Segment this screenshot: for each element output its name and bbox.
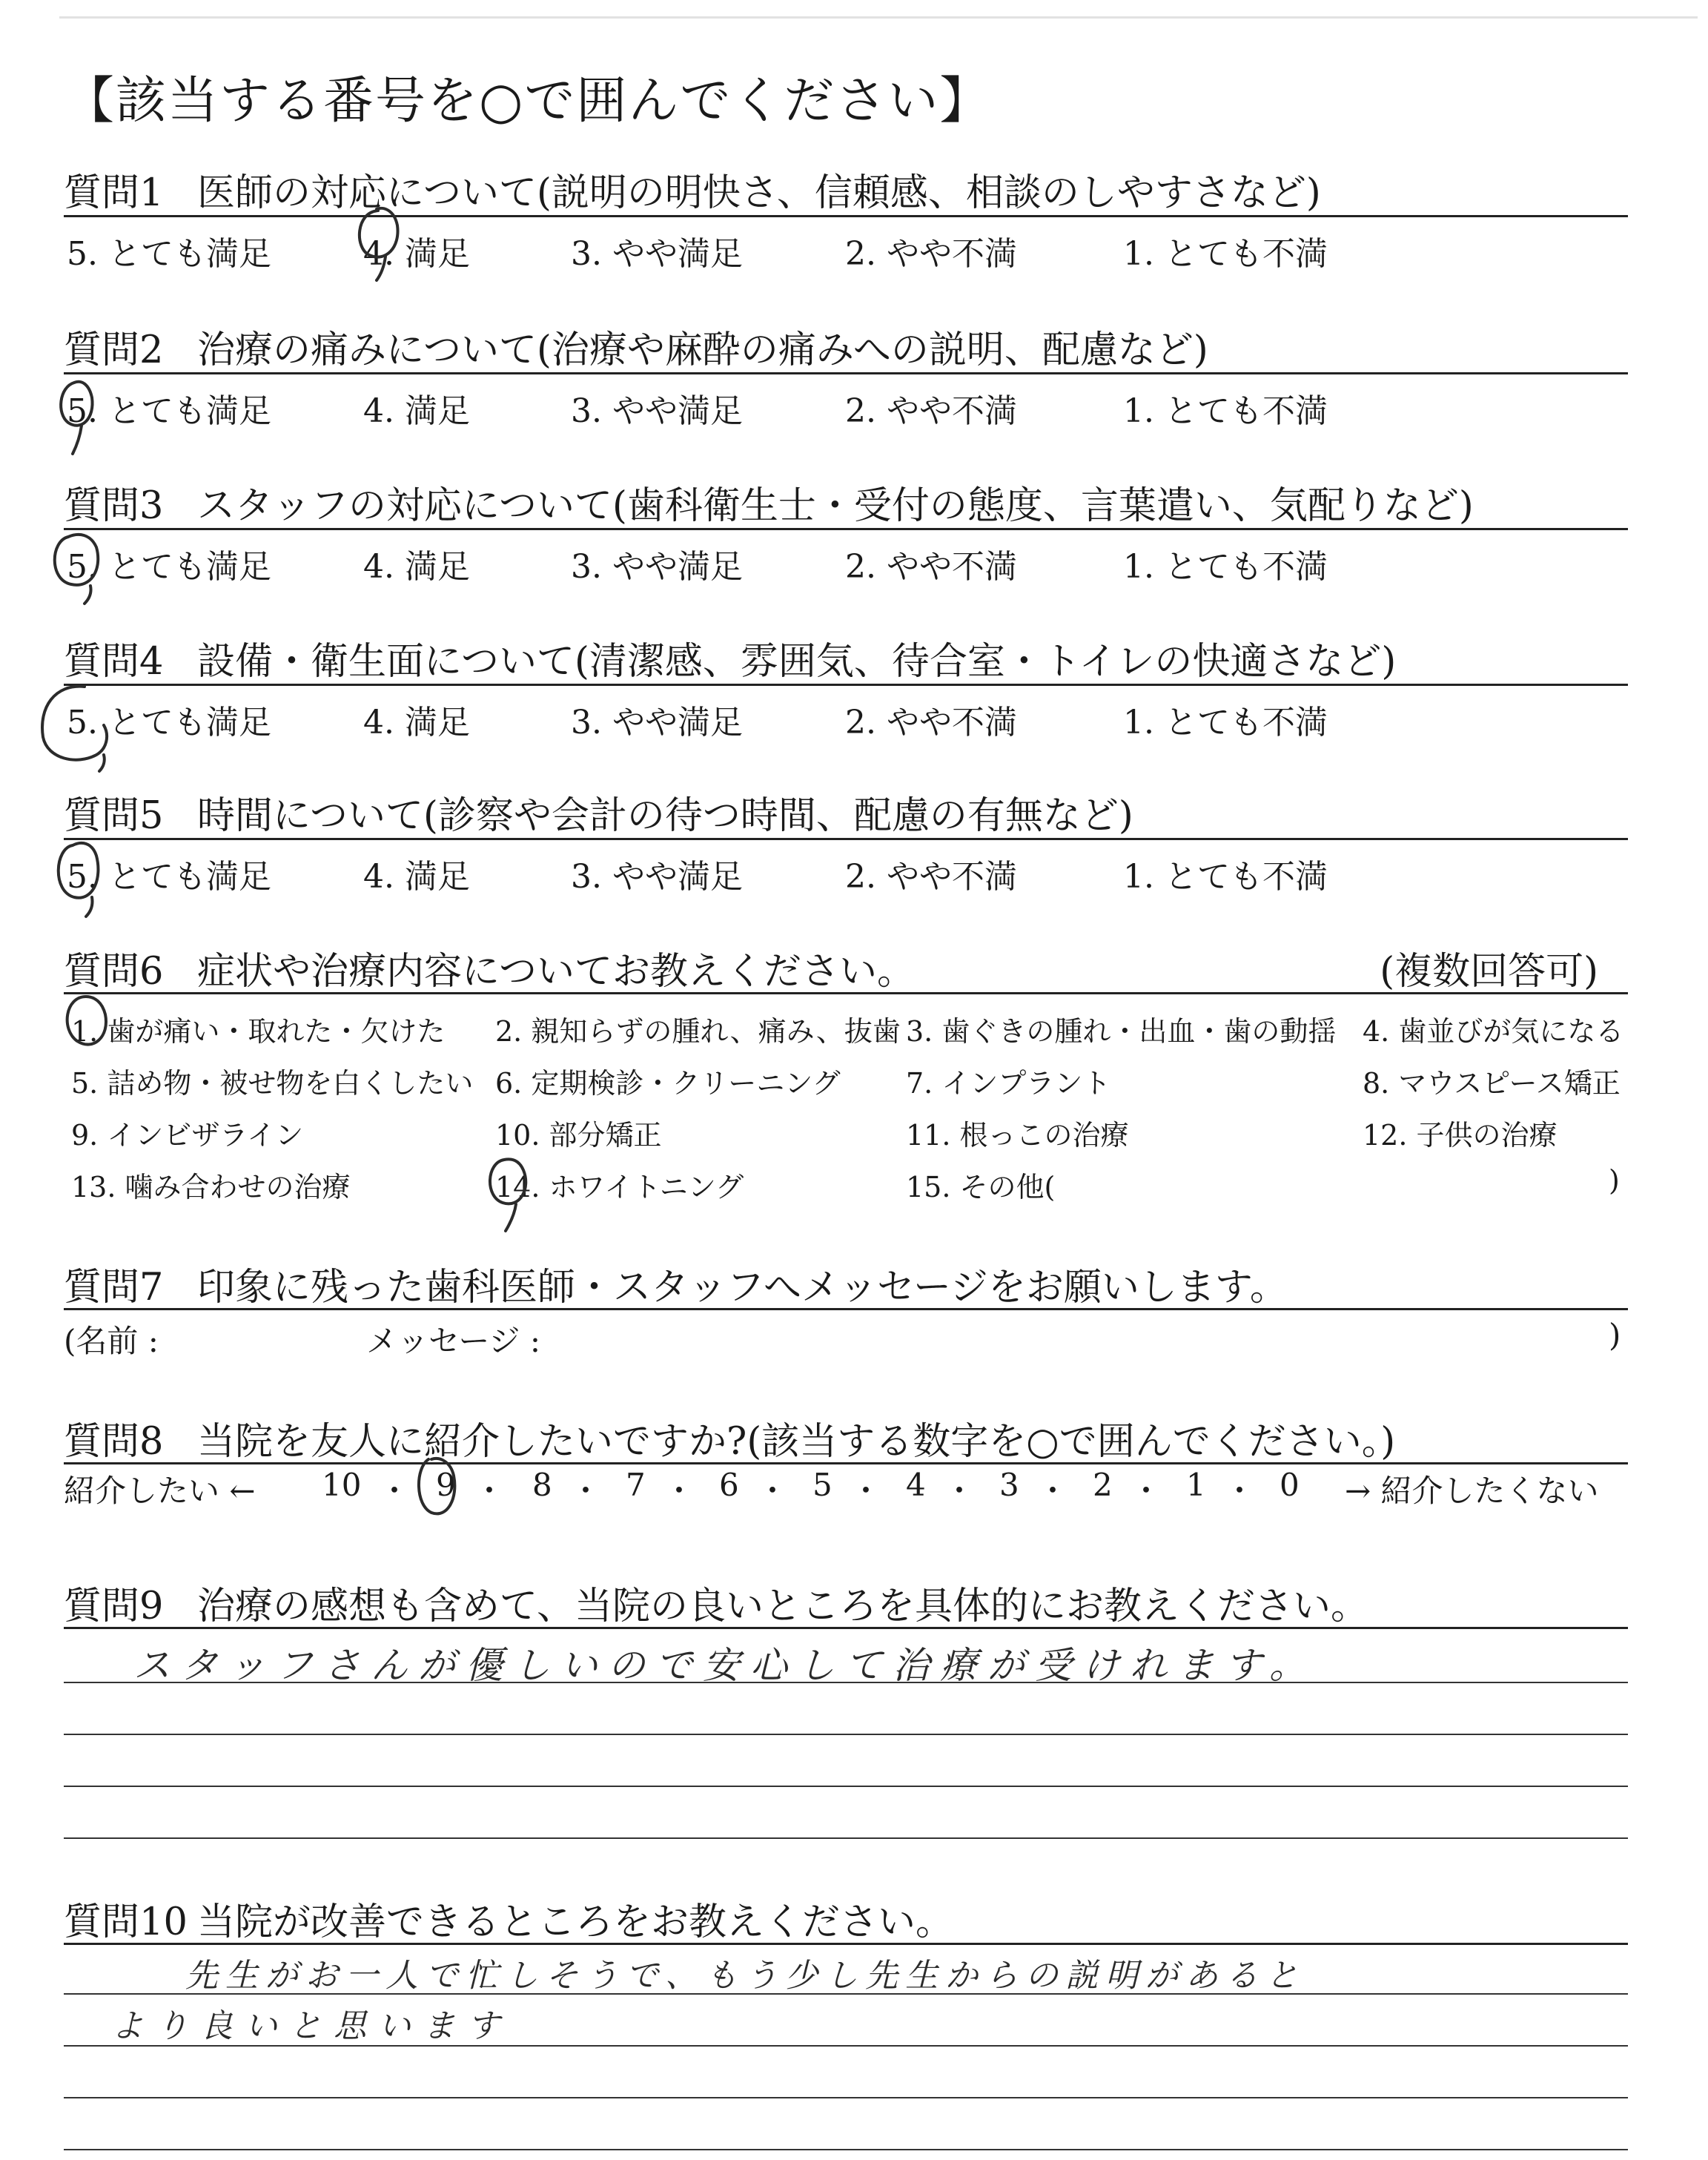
selection-circle-q4-option-5 — [33, 678, 122, 774]
answer-line — [64, 2097, 1628, 2098]
treatment-option[interactable]: 4. 歯並びが気になる — [1363, 1015, 1624, 1048]
scale-dot: ・ — [570, 1473, 602, 1509]
treatment-option[interactable]: 1. 歯が痛い・取れた・欠けた — [71, 1015, 446, 1048]
question-rule — [64, 1943, 1628, 1945]
answer-line — [64, 1682, 1628, 1683]
question-text: 医師の対応について(説明の明快さ、信頼感、相談のしやすさなど) — [197, 171, 1321, 215]
question-1 — [64, 162, 1621, 217]
message-close-paren: ) — [1609, 1317, 1621, 1353]
option-3[interactable]: 3. やや満足 — [571, 235, 743, 273]
scale-value-7[interactable]: 7 — [626, 1467, 646, 1503]
treatment-option[interactable]: 5. 詰め物・被せ物を白くしたい — [71, 1067, 474, 1100]
multiple-answers-note: (複数回答可) — [1380, 950, 1598, 994]
question-number: 質問1 — [64, 171, 164, 215]
question-text: 印象に残った歯科医師・スタッフへメッセージをお願いします。 — [197, 1266, 1288, 1309]
option-1[interactable]: 1. とても不満 — [1123, 392, 1328, 430]
option-5[interactable]: 5. とても満足 — [67, 392, 271, 430]
scale-value-8[interactable]: 8 — [532, 1467, 552, 1503]
answer-line — [64, 2149, 1628, 2150]
treatment-option[interactable]: 11. 根っこの治療 — [906, 1119, 1129, 1152]
message-label[interactable]: メッセージ : — [366, 1323, 540, 1359]
question-text: 当院が改善できるところをお教えください。 — [197, 1900, 954, 1944]
scale-value-6[interactable]: 6 — [719, 1467, 739, 1503]
scale-dot: ・ — [474, 1473, 506, 1509]
question-number: 質問8 — [64, 1420, 164, 1464]
selection-circle-q5-option-5 — [47, 838, 122, 919]
question-number: 質問4 — [64, 640, 164, 684]
form-heading: 【該当する番号を○で囲んでください】 — [64, 72, 992, 131]
option-5[interactable]: 5. とても満足 — [67, 235, 271, 273]
page-top-edge — [59, 16, 1698, 19]
scale-value-1[interactable]: 1 — [1186, 1467, 1206, 1503]
treatment-option[interactable]: 2. 親知らずの腫れ、痛み、抜歯 — [495, 1015, 901, 1048]
scale-value-10[interactable]: 10 — [322, 1467, 362, 1503]
treatment-option[interactable]: 9. インビザライン — [71, 1119, 304, 1152]
question-rule — [64, 528, 1628, 530]
option-2[interactable]: 2. やや不満 — [845, 392, 1017, 430]
treatment-option[interactable]: 14. ホワイトニング — [495, 1171, 744, 1203]
option-3[interactable]: 3. やや満足 — [571, 392, 743, 430]
name-label[interactable]: (名前 : — [64, 1323, 159, 1359]
option-5[interactable]: 5. とても満足 — [67, 704, 271, 742]
question-number: 質問10 — [64, 1900, 188, 1944]
option-4[interactable]: 4. 満足 — [363, 704, 470, 742]
question-rule — [64, 1627, 1628, 1629]
treatment-option[interactable]: 7. インプラント — [906, 1067, 1111, 1100]
question-7 — [64, 1256, 1621, 1311]
option-3[interactable]: 3. やや満足 — [571, 858, 743, 896]
option-1[interactable]: 1. とても不満 — [1123, 235, 1328, 273]
option-4[interactable]: 4. 満足 — [363, 392, 470, 430]
option-1[interactable]: 1. とても不満 — [1123, 858, 1328, 896]
treatment-option[interactable]: 3. 歯ぐきの腫れ・出血・歯の動揺 — [906, 1015, 1337, 1048]
question-9 — [64, 1575, 1621, 1630]
question-rule — [64, 1308, 1628, 1310]
scale-left-label: 紹介したい ← — [64, 1473, 256, 1509]
answer-line — [64, 1837, 1628, 1839]
scale-dot: ・ — [379, 1473, 411, 1509]
question-2 — [64, 319, 1621, 374]
question-number: 質問6 — [64, 950, 164, 994]
treatment-option[interactable]: 15. その他( — [906, 1171, 1056, 1203]
question-6 — [64, 940, 1621, 995]
scale-dot: ・ — [1037, 1473, 1069, 1509]
question-text: 症状や治療内容についてお教えください。 — [197, 950, 915, 994]
option-4[interactable]: 4. 満足 — [363, 858, 470, 896]
option-2[interactable]: 2. やや不満 — [845, 704, 1017, 742]
scale-dot: ・ — [757, 1473, 789, 1509]
answer-line — [64, 1993, 1628, 1995]
scale-dot: ・ — [944, 1473, 976, 1509]
scale-value-4[interactable]: 4 — [906, 1467, 926, 1503]
option-1[interactable]: 1. とても不満 — [1123, 704, 1328, 742]
option-1[interactable]: 1. とても不満 — [1123, 548, 1328, 586]
question-rule — [64, 1462, 1628, 1464]
treatment-option[interactable]: 10. 部分矯正 — [495, 1119, 662, 1152]
question-text: 当院を友人に紹介したいですか?(該当する数字を○で囲んでください。) — [197, 1420, 1396, 1464]
selection-circle-q1-option-4 — [348, 203, 415, 285]
option-5[interactable]: 5. とても満足 — [67, 858, 271, 896]
question-10 — [64, 1891, 1621, 1946]
question-4 — [64, 630, 1621, 685]
q10-handwritten-answer-line1[interactable]: 先生がお一人で忙しそうで、もう少し先生からの説明があると — [185, 1957, 1306, 1995]
scale-value-9[interactable]: 9 — [436, 1467, 456, 1503]
option-5[interactable]: 5. とても満足 — [67, 548, 271, 586]
question-8 — [64, 1410, 1621, 1465]
question-number: 質問7 — [64, 1266, 164, 1309]
question-text: スタッフの対応について(歯科衛生士・受付の態度、言葉遣い、気配りなど) — [197, 484, 1474, 528]
question-number: 質問5 — [64, 794, 164, 838]
selection-circle-q3-option-5 — [46, 531, 120, 605]
question-number: 質問2 — [64, 328, 164, 372]
q10-handwritten-answer-line2[interactable]: より良いと思います — [111, 2007, 512, 2045]
scale-value-5[interactable]: 5 — [812, 1467, 833, 1503]
question-text: 時間について(診察や会計の待つ時間、配慮の有無など) — [197, 794, 1133, 838]
treatment-option[interactable]: 12. 子供の治療 — [1363, 1119, 1558, 1152]
scale-value-0[interactable]: 0 — [1280, 1467, 1300, 1503]
question-text: 治療の感想も含めて、当院の良いところを具体的にお教えください。 — [197, 1585, 1368, 1628]
option-3[interactable]: 3. やや満足 — [571, 704, 743, 742]
selection-circle-q2-option-5 — [52, 377, 111, 458]
question-rule — [64, 992, 1628, 994]
scale-value-3[interactable]: 3 — [999, 1467, 1019, 1503]
treatment-option[interactable]: 8. マウスピース矯正 — [1363, 1067, 1621, 1100]
question-number: 質問9 — [64, 1585, 164, 1628]
question-3 — [64, 475, 1621, 529]
question-5 — [64, 785, 1621, 839]
answer-line — [64, 2045, 1628, 2047]
selection-circle-q6-item-1 — [56, 992, 123, 1059]
scale-dot: ・ — [1224, 1473, 1256, 1509]
option-2[interactable]: 2. やや不満 — [845, 235, 1017, 273]
scale-dot: ・ — [850, 1473, 882, 1509]
question-rule — [64, 372, 1628, 374]
option-4[interactable]: 4. 満足 — [363, 235, 470, 273]
scale-value-2[interactable]: 2 — [1093, 1467, 1113, 1503]
scale-dot: ・ — [1131, 1473, 1162, 1509]
scale-dot: ・ — [663, 1473, 695, 1509]
answer-line — [64, 1734, 1628, 1735]
selection-circle-q8-value-9 — [409, 1453, 469, 1527]
question-rule — [64, 838, 1628, 840]
option-4[interactable]: 4. 満足 — [363, 548, 470, 586]
option-3[interactable]: 3. やや満足 — [571, 548, 743, 586]
answer-line — [64, 1786, 1628, 1787]
q9-handwritten-answer[interactable]: スタッフさんが優しいので安心して治療が受けれます。 — [133, 1644, 1317, 1687]
option-2[interactable]: 2. やや不満 — [845, 548, 1017, 586]
treatment-option[interactable]: 13. 噛み合わせの治療 — [71, 1171, 351, 1203]
option-2[interactable]: 2. やや不満 — [845, 858, 1017, 896]
question-text: 設備・衛生面について(清潔感、雰囲気、待合室・トイレの快適さなど) — [197, 640, 1397, 684]
question-rule — [64, 215, 1628, 217]
question-text: 治療の痛みについて(治療や麻酔の痛みへの説明、配慮など) — [197, 328, 1208, 372]
treatment-option[interactable]: 6. 定期検診・クリーニング — [495, 1067, 841, 1100]
scale-right-label: → 紹介したくない — [1345, 1473, 1599, 1509]
selection-circle-q6-item-14 — [477, 1154, 544, 1235]
other-close-paren: ) — [1609, 1164, 1620, 1197]
question-number: 質問3 — [64, 484, 164, 528]
question-rule — [64, 684, 1628, 686]
